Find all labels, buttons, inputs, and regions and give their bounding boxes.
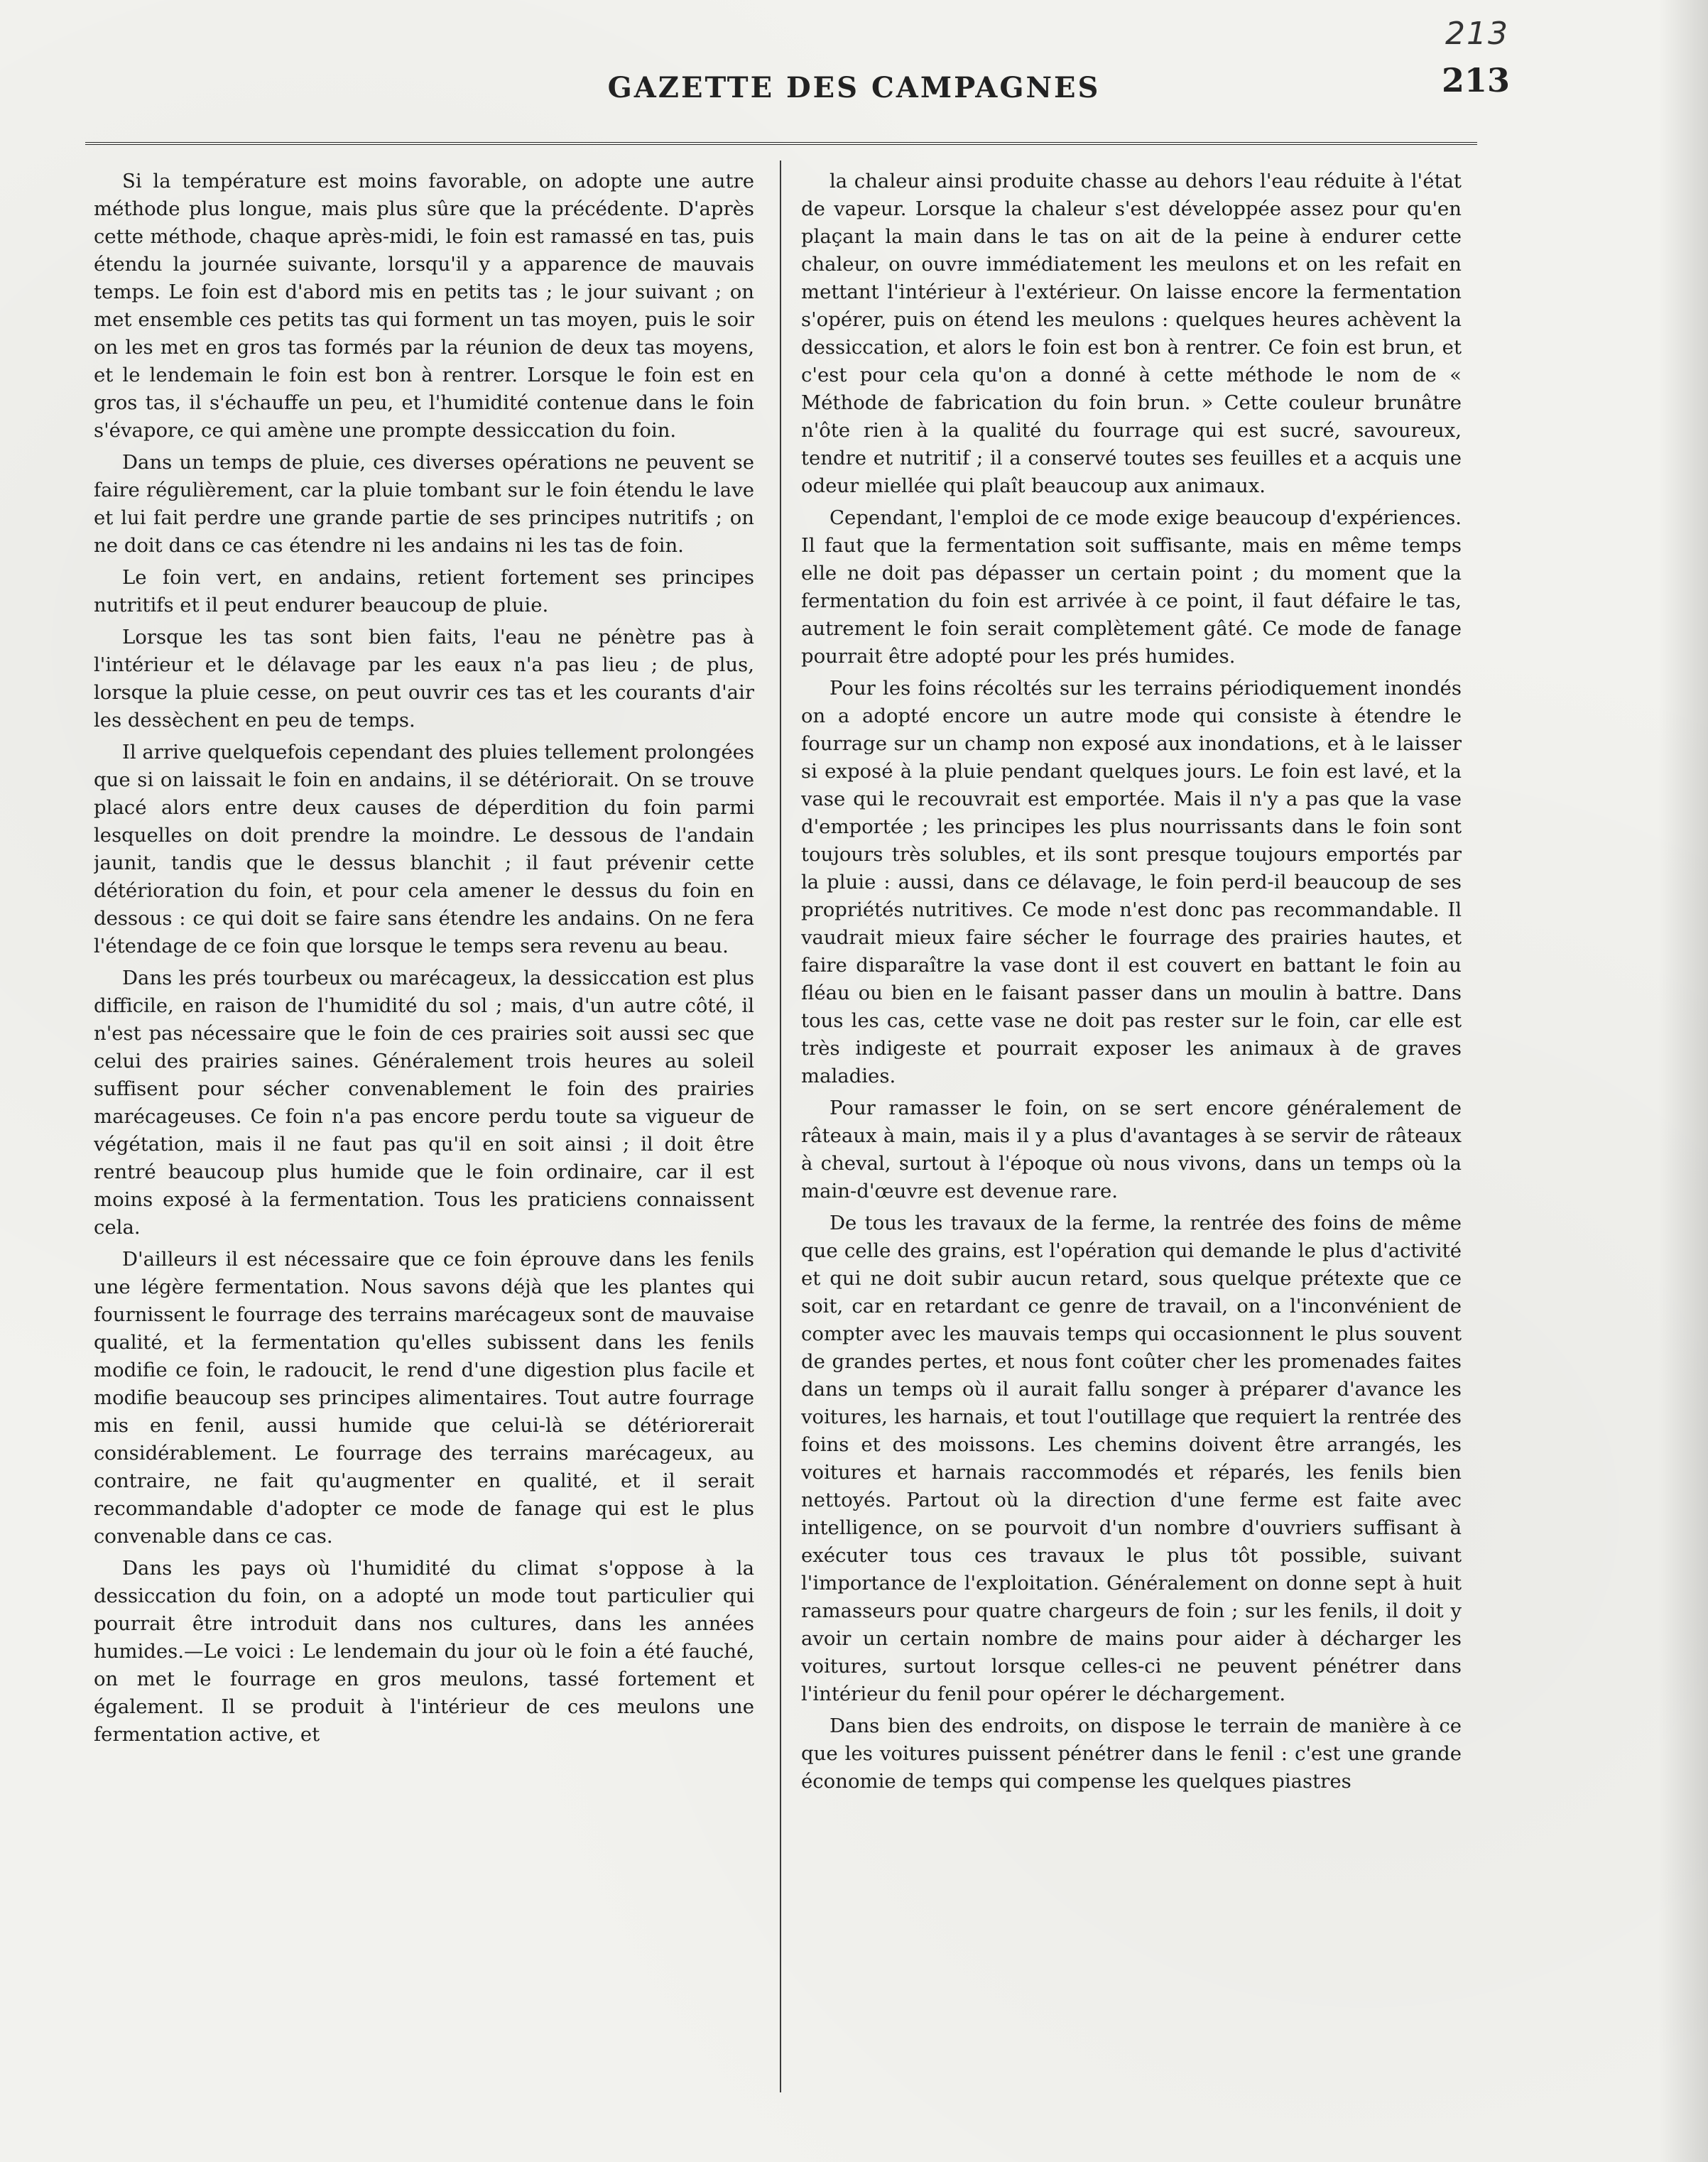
paragraph: Dans bien des endroits, on dispose le terrain de manière à ce que les voitures puissent pénétrer dans le fenil : c'est une grande économie de temps qui compense les quelques piastres <box>801 1715 1462 1793</box>
paragraph: Le foin vert, en andains, retient fortement ses principes nutritifs et il peut endurer beaucoup de pluie. <box>94 566 754 616</box>
paragraph: De tous les travaux de la ferme, la rentrée des foins de même que celle des grains, est l'opération qui demande le plus d'activité et qui ne doit subir aucun retard, sous quelque prétexte que ce soit, car en retardant ce genre de travail, on a l'inconvénient de compter avec les mauvais temps qui occasionnent le plus souvent de grandes pertes, et nous font coûter cher les promenades faites dans un temps où il aurait fallu songer à préparer d'avance les voitures, les harnais, et tout l'outillage que requiert la rentrée des foins et des moissons. Les chemins doivent être arrangés, les voitures et harnais raccommodés et réparés, les fenils bien nettoyés. Partout où la direction d'une ferme est faite avec intelligence, on se pourvoit d'un nombre d'ouvriers suffisant à exécuter tous ces travaux le plus tôt possible, suivant l'importance de l'exploitation. Généralement on donne sept à huit ramasseurs pour quatre chargeurs de foin ; sur les fenils, il doit y avoir un certain nombre de mains pour aider à décharger les voitures, surtout lorsque celles-ci ne peuvent pénétrer dans l'intérieur du fenil pour opérer le déchargement. <box>801 1212 1462 1705</box>
paragraph: Pour les foins récoltés sur les terrains périodiquement inondés on a adopté encore un autre mode qui consiste à étendre le fourrage sur un champ non exposé aux inondations, et à le laisser si exposé à la pluie pendant quelques jours. Le foin est lavé, et la vase qui le recouvrait est emportée. Mais il n'y a pas que la vase d'emportée ; les principes les plus nourrissants dans le foin sont toujours très solubles, et ils sont presque toujours emportés par la pluie : aussi, dans ce délavage, le foin perd-il beaucoup de ses propriétés nutritives. Ce mode n'est donc pas recommandable. Il vaudrait mieux faire sécher le fourrage des prairies hautes, et faire disparaître la vase dont il est couvert en battant le foin au fléau ou bien en le faisant passer dans un moulin à battre. Dans tous les cas, cette vase ne doit pas rester sur le foin, car elle est très indigeste et pourrait exposer les animaux à de graves maladies. <box>801 677 1462 1087</box>
paragraph: Dans les pays où l'humidité du climat s'oppose à la dessiccation du foin, on a adopté un mode tout particulier qui pourrait être introduit dans nos cultures, dans les années humides.—Le voici : Le lendemain du jour où le foin a été fauché, on met le fourrage en gros meulons, tassé fortement et également. Il se produit à l'intérieur de ces meulons une fermentation active, et <box>94 1557 754 1746</box>
handwritten-page-number: 213 <box>1445 16 1509 52</box>
paragraph: Cependant, l'emploi de ce mode exige beaucoup d'expériences. Il faut que la fermentation soit suffisante, mais en même temps elle ne doit pas dépasser un certain point ; du moment que la fermentation du foin est arrivée à ce point, il faut défaire le tas, autrement le foin serait complètement gâté. Ce mode de fanage pourrait être adopté pour les prés humides. <box>801 506 1462 668</box>
right-column <box>801 168 1462 2085</box>
paragraph: Dans les prés tourbeux ou marécageux, la dessiccation est plus difficile, en raison de l'humidité du sol ; mais, d'un autre côté, il n'est pas nécessaire que le foin de ces prairies soit aussi sec que celui des prairies saines. Généralement trois heures au soleil suffisent pour sécher convenablement le foin des prairies marécageuses. Ce foin n'a pas encore perdu toute sa vigueur de végétation, mais il ne faut pas qu'il en soit ainsi ; il doit être rentré beaucoup plus humide que le foin ordinaire, car il est moins exposé à la fermentation. Tous les praticiens connaissent cela. <box>94 967 754 1239</box>
paragraph: Pour ramasser le foin, on se sert encore généralement de râteaux à main, mais il y a plus d'avantages à se servir de râteaux à cheval, surtout à l'époque où nous vivons, dans un temps où la main-d'œuvre est devenue rare. <box>801 1097 1462 1202</box>
paragraph: D'ailleurs il est nécessaire que ce foin éprouve dans les fenils une légère fermentation. Nous savons déjà que les plantes qui fournissent le fourrage des terrains marécageux sont de mauvaise qualité, et la fermentation qu'elles subissent dans les fenils modifie ce foin, le radoucit, le rend d'une digestion plus facile et modifie beaucoup ses principes alimentaires. Tout autre fourrage mis en fenil, aussi humide que celui-là se détériorerait considérablement. Le fourrage des terrains marécageux, au contraire, ne fait qu'augmenter en qualité, et il serait recommandable d'adopter ce mode de fanage qui est le plus convenable dans ce cas. <box>94 1248 754 1548</box>
left-column <box>94 168 754 2085</box>
page-header-title: GAZETTE DES CAMPAGNES <box>607 71 1101 104</box>
paragraph: Dans un temps de pluie, ces diverses opérations ne peuvent se faire régulièrement, car la pluie tombant sur le foin étendu le lave et lui fait perdre une grande partie de ses principes nutritifs ; on ne doit dans ce cas étendre ni les andains ni les tas de foin. <box>94 451 754 557</box>
header-rule <box>85 142 1477 145</box>
paragraph: Il arrive quelquefois cependant des pluies tellement prolongées que si on laissait le foin en andains, il se détériorait. On se trouve placé alors entre deux causes de déperdition du foin parmi lesquelles on doit prendre la moindre. Le dessous de l'andain jaunit, tandis que le dessus blanchit ; il faut prévenir cette détérioration du foin, et pour cela amener le dessus du foin en dessous : ce qui doit se faire sans étendre les andains. On ne fera l'étendage de ce foin que lorsque le temps sera revenu au beau. <box>94 741 754 957</box>
paragraph: la chaleur ainsi produite chasse au dehors l'eau réduite à l'état de vapeur. Lorsque la chaleur s'est développée assez pour qu'en plaçant la main dans le tas on ait de la peine à endurer cette chaleur, on ouvre immédiatement les meulons et on les refait en mettant l'intérieur à l'extérieur. On laisse encore la fermentation s'opérer, puis on étend les meulons : quelques heures achèvent la dessiccation, et alors le foin est bon à rentrer. Ce foin est brun, et c'est pour cela qu'on a donné à cette méthode le nom de « Méthode de fabrication du foin brun. » Cette couleur brunâtre n'ôte rien à la qualité du fourrage qui est sucré, savoureux, tendre et nutritif ; il a conservé toutes ses feuilles et a acquis une odeur miellée qui plaît beaucoup aux animaux. <box>801 170 1462 497</box>
printed-page-number: 213 <box>1442 61 1511 99</box>
column-divider <box>780 161 781 2092</box>
paragraph: Si la température est moins favorable, on adopte une autre méthode plus longue, mais plus sûre que la précédente. D'après cette méthode, chaque après-midi, le foin est ramassé en tas, puis étendu la journée suivante, lorsqu'il y a apparence de mauvais temps. Le foin est d'abord mis en petits tas ; le jour suivant ; on met ensemble ces petits tas qui forment un tas moyen, puis le soir on les met en gros tas formés par la réunion de deux tas moyens, et le lendemain le foin est bon à rentrer. Lorsque le foin est en gros tas, il s'échauffe un peu, et l'humidité contenue dans le foin s'évapore, ce qui amène une prompte dessiccation du foin. <box>94 170 754 442</box>
page-edge-shadow <box>1658 0 1708 2162</box>
paragraph: Lorsque les tas sont bien faits, l'eau ne pénètre pas à l'intérieur et le délavage par les eaux n'a pas lieu ; de plus, lorsque la pluie cesse, on peut ouvrir ces tas et les courants d'air les dessèchent en peu de temps. <box>94 626 754 732</box>
